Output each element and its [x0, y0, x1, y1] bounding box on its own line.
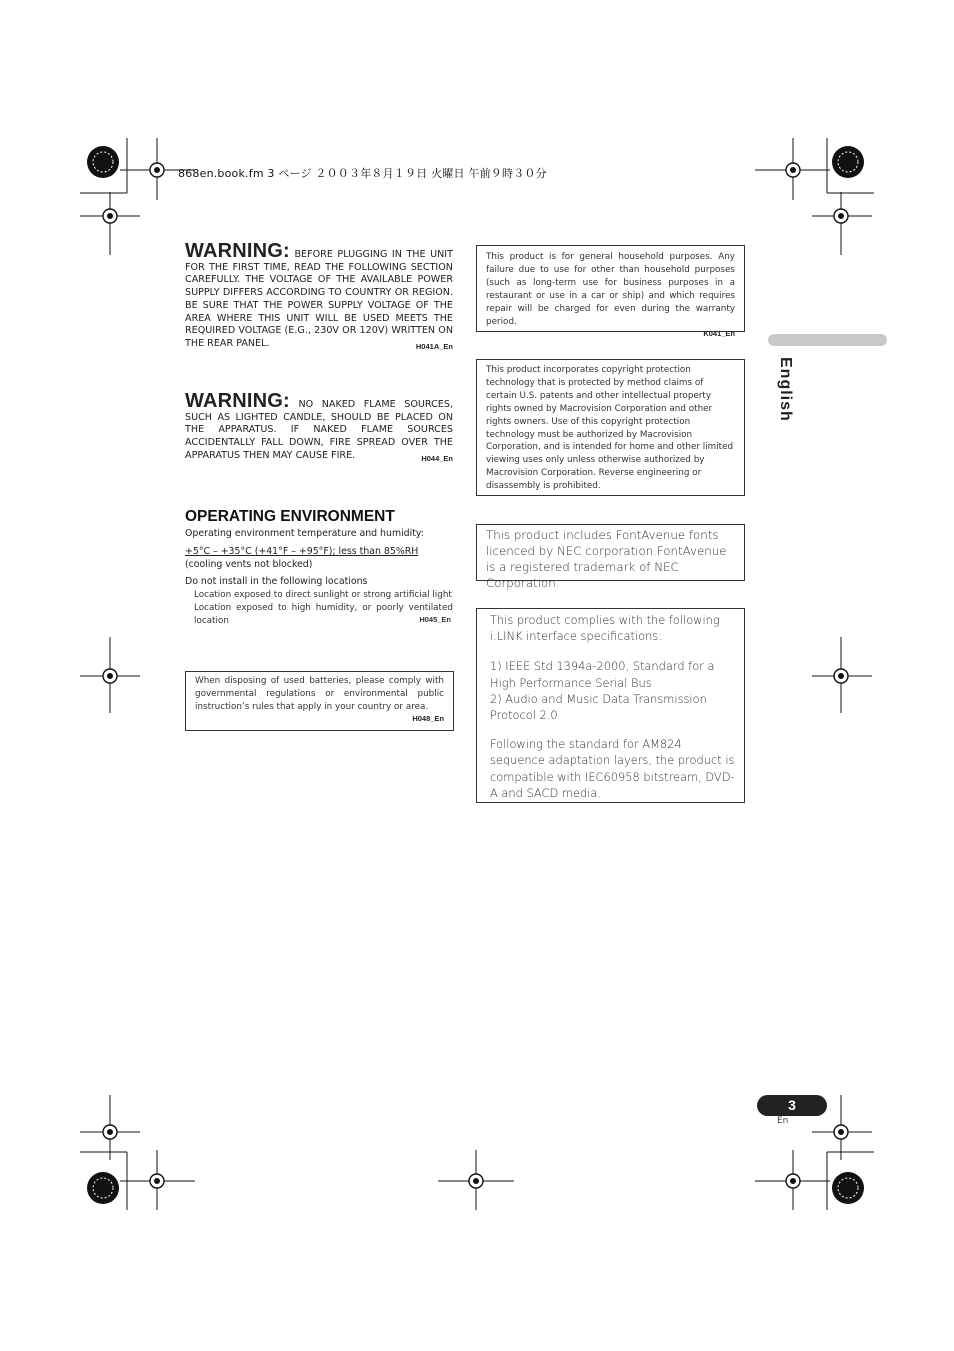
file-header: 868en.book.fm 3 ページ ２００３年８月１９日 火曜日 午前９時３０分 — [178, 167, 547, 180]
macrovision-notice — [476, 359, 745, 496]
ilink-outro: Following the standard for AM824 sequence adaptation layers, the product is compatible with IEC60958 bitstream, DVD-A and SACD media. — [490, 737, 735, 800]
household-notice — [476, 245, 745, 339]
fontavenue-notice — [476, 524, 745, 590]
warning-body: FOR THE FIRST TIME, READ THE FOLLOWING SECTION CAREFULLY. THE VOLTAGE OF THE AVAILABLE POWER SUPPLY DIFFERS ACCORDING TO COUNTRY OR REGION. BE SURE THAT THE POWER SUPPLY VOLTAGE OF THE AREA WHERE THIS UNIT WILL BE USED MEETS THE REQUIRED VOLTAGE (E.G., 230V OR 120V) WRITTEN ON THE REAR PANEL. — [185, 261, 453, 349]
notice-text: This product incorporates copyright protection technology that is protected by method claims of certain U.S. patents and other intellectual property rights owned by Macrovision Corporation and other rights owners. Use of this copyright protection technology must be authorized by Macrovision Corporation, and is intended for home and other limited viewing uses only unless otherwise authorized by Macrovision Corporation. Reverse engineering or disassembly is prohibited. — [486, 365, 734, 492]
warning-code: H044_En — [421, 453, 453, 463]
section-title: OPERATING ENVIRONMENT — [185, 508, 395, 525]
operating-range — [185, 546, 453, 572]
notice-text: This product is for general household purposes. Any failure due to use for other than household purposes (such as long-term use for business purposes in a restaurant or use in a car or ship) and which requires repair will be charged for even during the warranty period. — [486, 252, 735, 327]
warning-lead: BEFORE PLUGGING IN THE UNIT — [294, 249, 453, 260]
operating-code: H045_En — [419, 615, 451, 625]
warning-lead: NO NAKED FLAME SOURCES, — [298, 399, 453, 410]
warning-body: SUCH AS LIGHTED CANDLE, SHOULD BE PLACED ON THE APPARATUS. IF NAKED FLAME SOURCES ACCIDENTALLY FALL DOWN, FIRE SPREAD OVER THE APPARATUS THEN MAY CAUSE FIRE. — [185, 411, 453, 461]
ilink-spec-item: 2) Audio and Music Data Transmission Protocol 2.0 — [490, 691, 707, 723]
ilink-spec-item: 1) IEEE Std 1394a-2000, Standard for a High Performance Serial Bus — [490, 659, 715, 690]
notice-text: When disposing of used batteries, please comply with governmental regulations or environmental public instruction’s rules that apply in your country or area. — [195, 676, 444, 712]
language-tab-label: English — [777, 357, 794, 422]
warning-naked-flame — [185, 390, 453, 466]
install-note: Do not install in the following locations — [185, 576, 368, 588]
notice-code: K041_En — [703, 329, 735, 339]
operating-environment-section — [185, 508, 453, 628]
temperature-range: +5°C – +35°C (+41°F – +95°F); less than 85%RH — [185, 545, 419, 557]
batteries-notice — [185, 671, 454, 731]
range-note: (cooling vents not blocked) — [185, 558, 313, 570]
warning-code: H041A_En — [415, 341, 453, 351]
location-item: Location exposed to high humidity, or poorly ventilated location H045_En — [194, 603, 453, 627]
language-tab-bar — [768, 334, 887, 346]
page-language: En — [777, 1116, 789, 1126]
language-tab — [764, 355, 794, 425]
page-number: 3 — [757, 1095, 827, 1116]
operating-line: Operating environment temperature and humidity: — [185, 528, 424, 539]
ilink-intro: This product complies with the following i.LINK interface specifications: — [490, 613, 720, 644]
warning-power-supply — [185, 240, 453, 354]
notice-text: This product includes FontAvenue fonts licenced by NEC corporation.FontAvenue is a registered trademark of NEC Corporation. — [486, 528, 727, 590]
ilink-notice — [476, 608, 745, 803]
warning-heading: WARNING: — [185, 240, 290, 262]
warning-heading: WARNING: — [185, 390, 290, 412]
notice-code: H048_En — [412, 714, 444, 723]
location-item: Location exposed to direct sunlight or strong artificial light — [194, 590, 452, 601]
